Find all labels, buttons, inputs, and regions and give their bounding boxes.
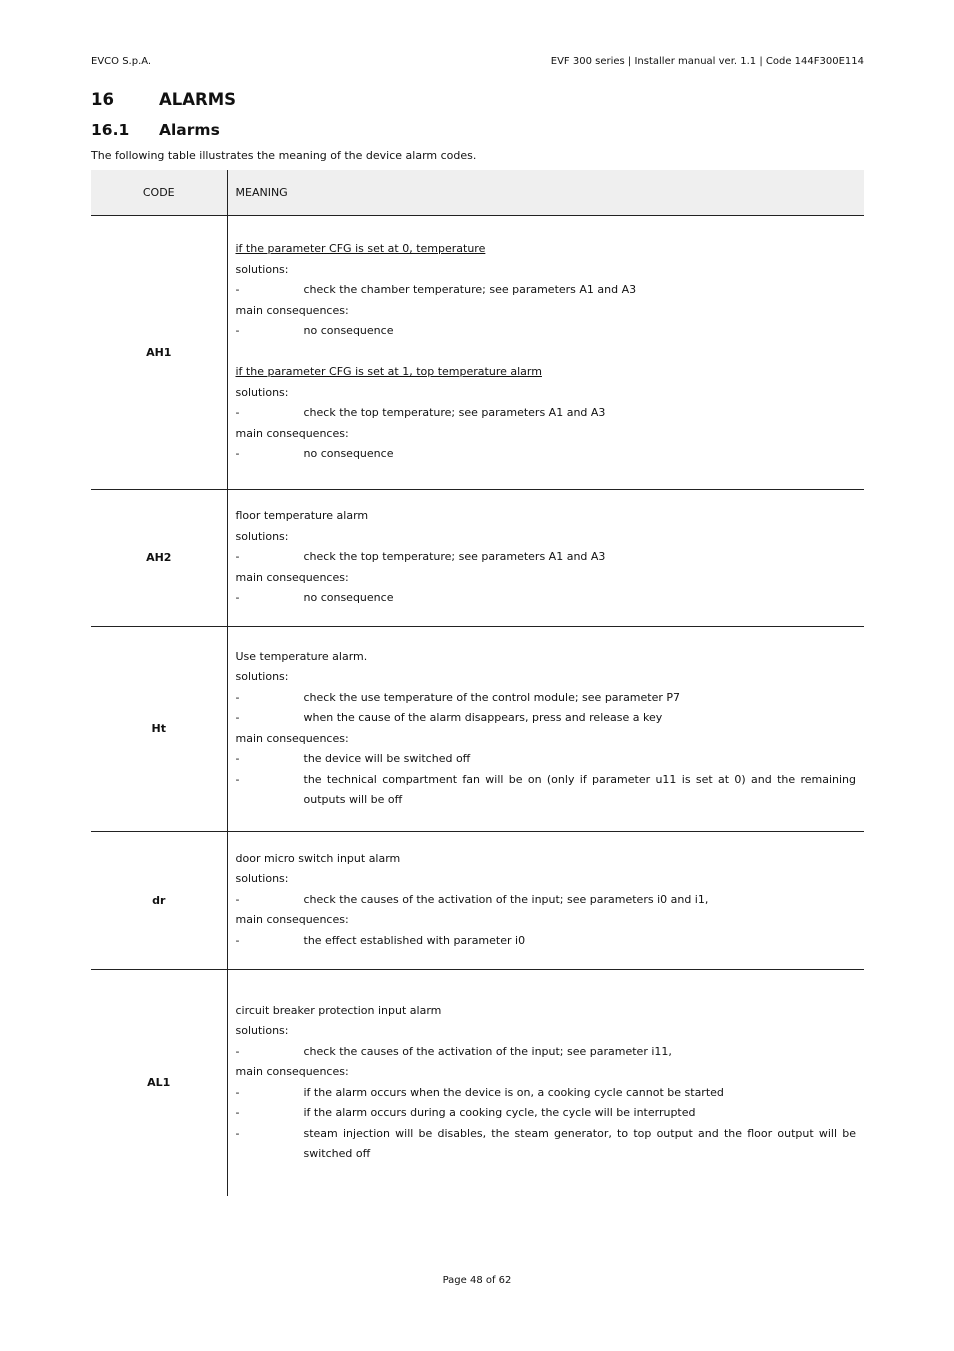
alarm-code: AH1 [91, 215, 227, 489]
list-item: - no consequence [235, 591, 394, 605]
subsection-number: 16.1 [91, 121, 130, 139]
list-item: - no consequence [235, 324, 394, 338]
alarm-meaning [227, 489, 864, 626]
condition-text: if the parameter CFG is set at 1, top temperature alarm [235, 365, 542, 379]
table-row [91, 626, 864, 831]
list-item: - check the top temperature; see parameters A1 and A3 [235, 550, 606, 564]
table-row [91, 489, 864, 626]
list-item: - the technical compartment fan will be on (only if parameter u11 is set at 0) and the remaining outputs will be off [235, 772, 856, 806]
consequences-label: main consequences: [235, 303, 349, 317]
column-header-meaning: MEANING [227, 170, 864, 215]
header-doc-info: EVF 300 series | Installer manual ver. 1.1 | Code 144F300E114 [550, 56, 864, 67]
alarm-table [91, 170, 864, 1196]
subsection-heading [91, 121, 220, 139]
alarm-code: Ht [91, 626, 227, 831]
table-row [91, 215, 864, 489]
alarm-title: floor temperature alarm [235, 509, 369, 523]
page-number: Page 48 of 62 [442, 1275, 512, 1286]
alarm-title: circuit breaker protection input alarm [235, 1003, 442, 1017]
table-row [91, 969, 864, 1196]
section-number: 16 [91, 90, 114, 109]
consequences-label: main consequences: [235, 426, 349, 440]
section-title: ALARMS [159, 90, 237, 109]
consequences-label: main consequences: [235, 731, 349, 745]
solutions-label: solutions: [235, 529, 289, 543]
list-item: - if the alarm occurs during a cooking cycle, the cycle will be interrupted [235, 1106, 696, 1120]
alarm-code: dr [91, 831, 227, 969]
list-item: - no consequence [235, 447, 394, 461]
alarm-code: AH2 [91, 489, 227, 626]
header-company: EVCO S.p.A. [91, 56, 152, 67]
column-header-code: CODE [91, 170, 227, 215]
list-item: - the device will be switched off [235, 752, 471, 765]
list-item: - check the causes of the activation of the input; see parameter i11, [235, 1044, 672, 1058]
consequences-label: main consequences: [235, 1065, 349, 1079]
list-item: - check the top temperature; see parameters A1 and A3 [235, 406, 606, 420]
solutions-label: solutions: [235, 872, 289, 886]
list-item: - when the cause of the alarm disappears, press and release a key [235, 711, 663, 724]
list-item: - check the use temperature of the control module; see parameter P7 [235, 690, 681, 704]
list-item: - steam injection will be disables, the steam generator, to top output and the floor output will be switched off [235, 1126, 856, 1161]
alarm-title: door micro switch input alarm [235, 851, 401, 865]
subsection-title: Alarms [159, 121, 220, 139]
alarm-title: Use temperature alarm. [235, 649, 368, 663]
list-item: - if the alarm occurs when the device is on, a cooking cycle cannot be started [235, 1085, 724, 1099]
solutions-label: solutions: [235, 670, 289, 683]
list-item: - check the chamber temperature; see parameters A1 and A3 [235, 283, 637, 297]
table-header-row [91, 170, 864, 215]
alarm-code: AL1 [91, 969, 227, 1196]
alarm-meaning [227, 831, 864, 969]
table-row [91, 831, 864, 969]
alarm-meaning [227, 215, 864, 489]
alarm-meaning [227, 626, 864, 831]
solutions-label: solutions: [235, 262, 289, 276]
solutions-label: solutions: [235, 1024, 289, 1038]
section-heading [91, 90, 236, 109]
list-item: - the effect established with parameter i0 [235, 933, 526, 947]
solutions-label: solutions: [235, 385, 289, 399]
condition-text: if the parameter CFG is set at 0, temperature [235, 242, 486, 256]
consequences-label: main consequences: [235, 913, 349, 927]
intro-text: The following table illustrates the meaning of the device alarm codes. [91, 149, 477, 162]
list-item: - check the causes of the activation of the input; see parameters i0 and i1, [235, 892, 709, 906]
alarm-meaning [227, 969, 864, 1196]
consequences-label: main consequences: [235, 570, 349, 584]
